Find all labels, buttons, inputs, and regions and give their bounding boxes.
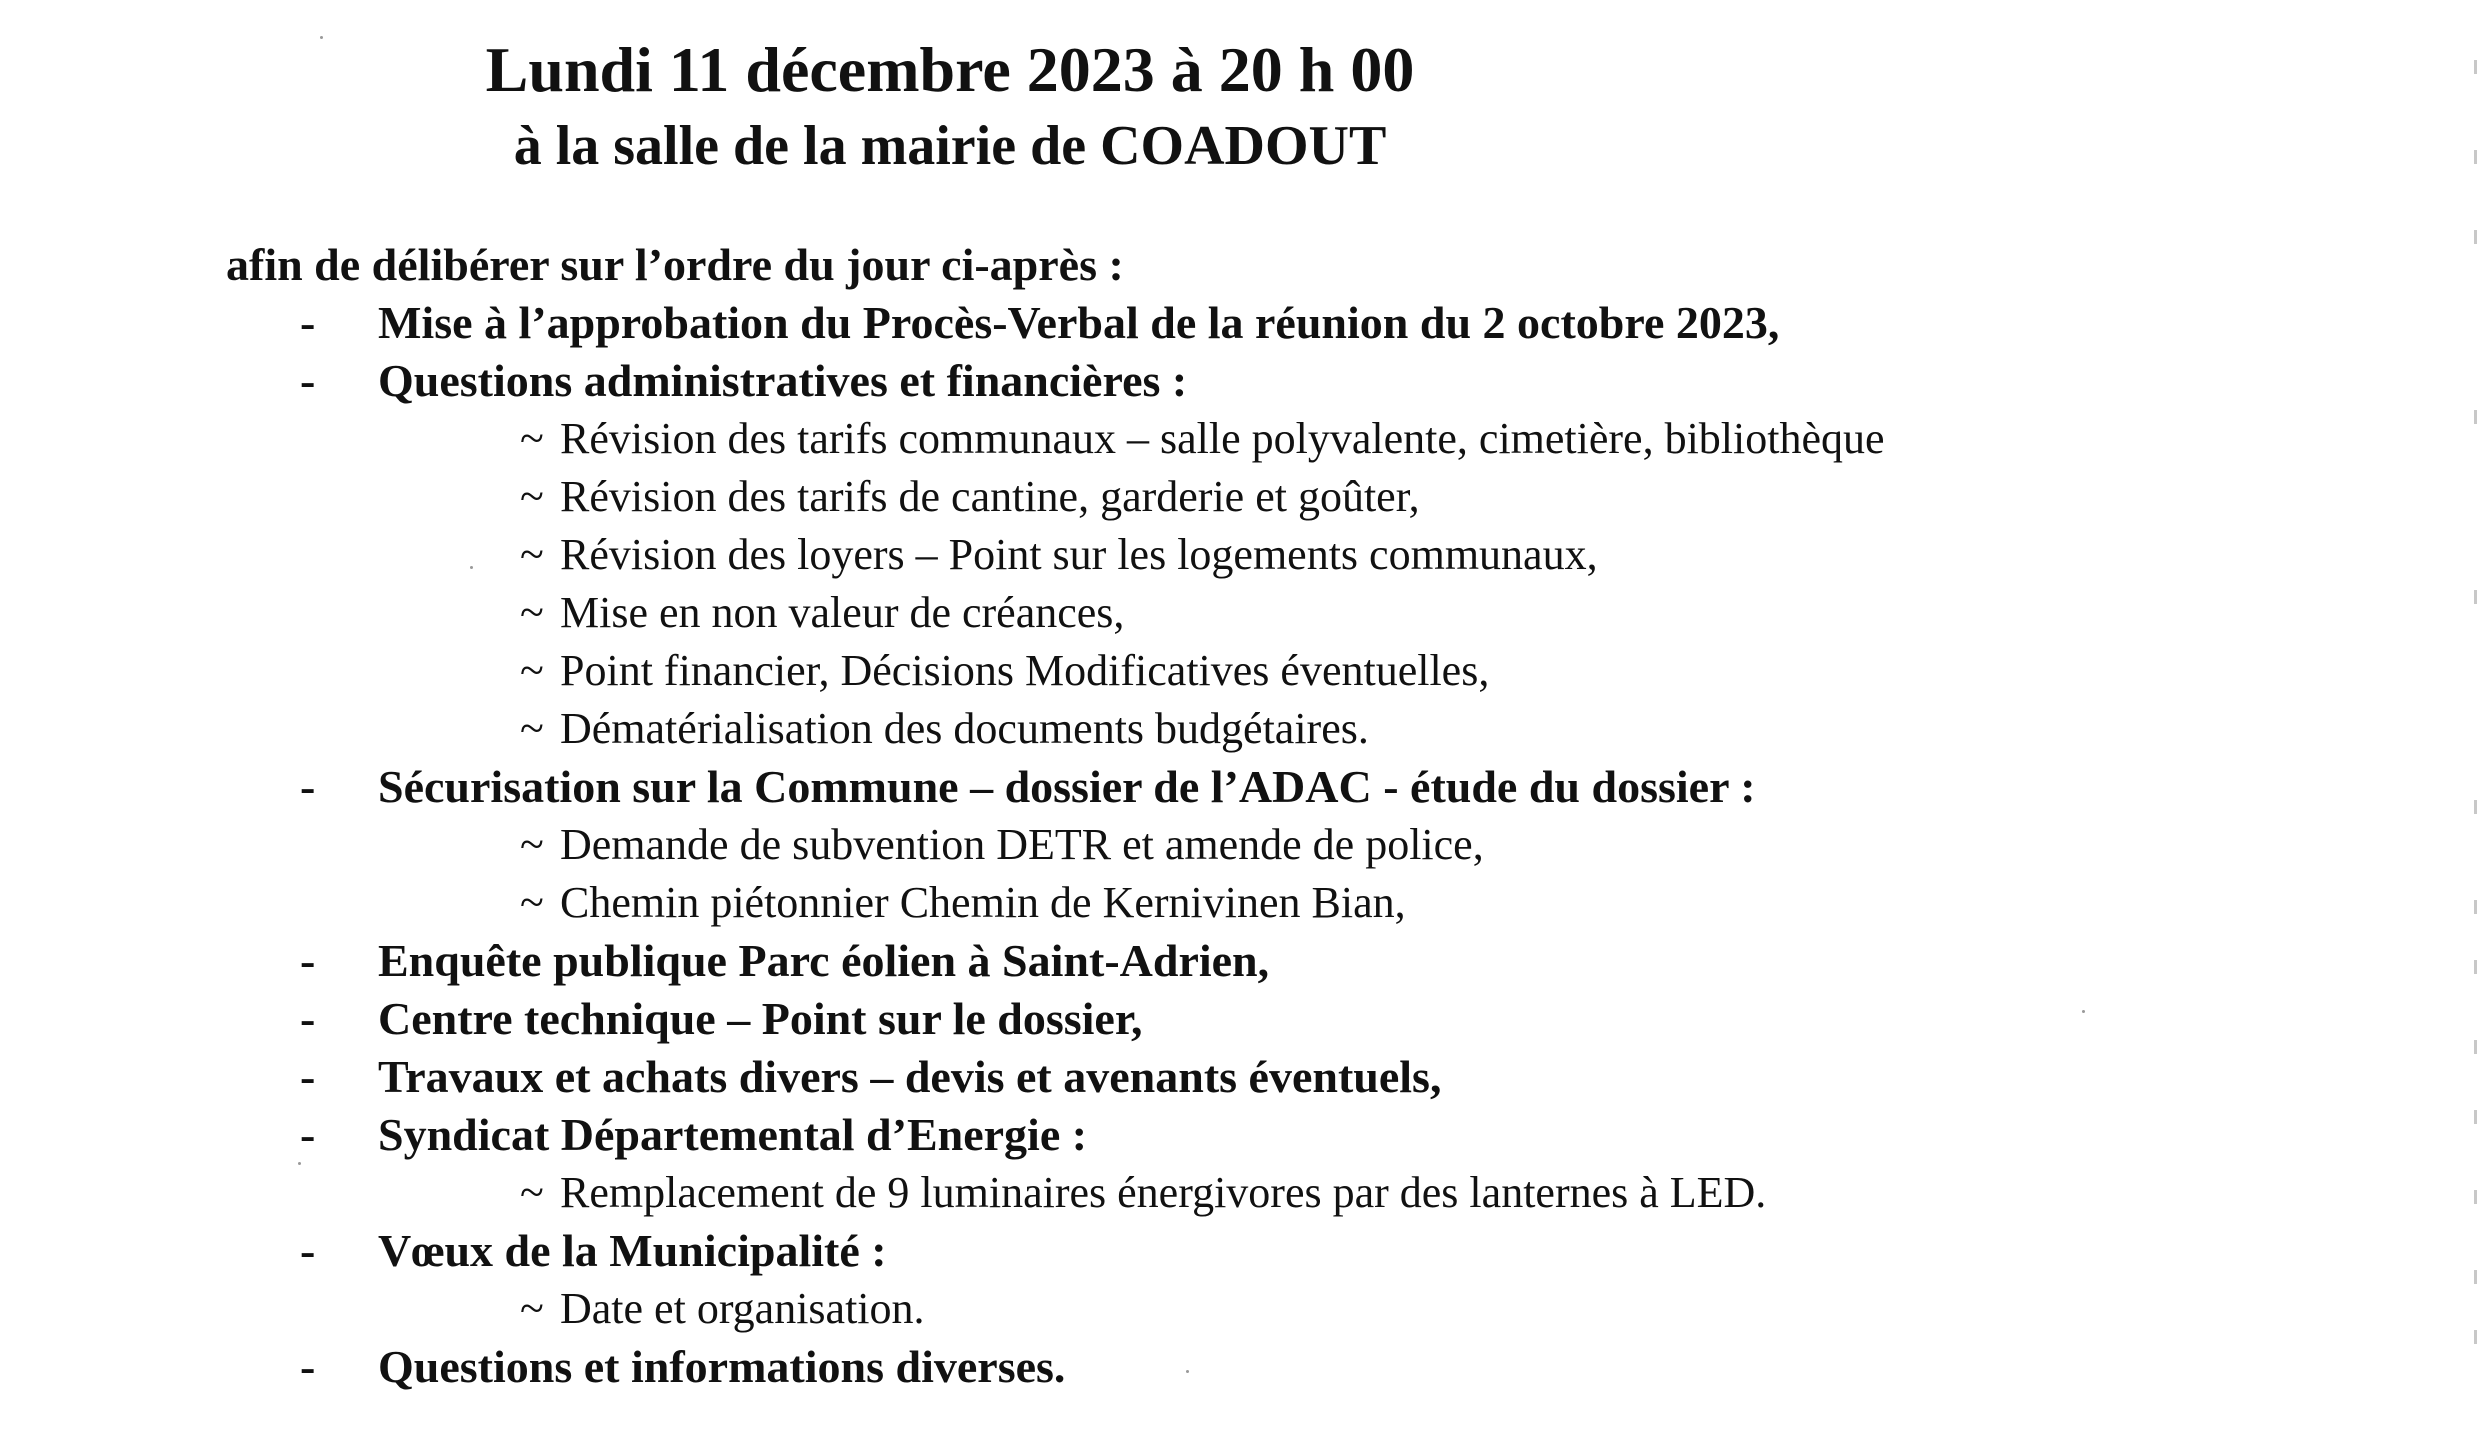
agenda-item-label: Centre technique – Point sur le dossier,	[378, 993, 1143, 1044]
bullet-tilde: ~	[520, 878, 544, 927]
agenda-subitem	[0, 700, 2400, 758]
agenda-subitem-label: Chemin piétonnier Chemin de Kernivinen Bian,	[560, 878, 1406, 927]
agenda-subitem-label: Révision des loyers – Point sur les logements communaux,	[560, 530, 1598, 579]
agenda-item	[0, 1106, 2400, 1164]
agenda-item-label: Syndicat Départemental d’Energie :	[378, 1109, 1088, 1160]
meeting-date-heading: Lundi 11 décembre 2023 à 20 h 00	[485, 34, 1415, 105]
bullet-dash: -	[300, 993, 316, 1044]
agenda-subitem	[0, 468, 2400, 526]
bullet-tilde: ~	[520, 1284, 544, 1333]
scan-speck	[2082, 1010, 2085, 1013]
agenda-subitem-label: Révision des tarifs communaux – salle polyvalente, cimetière, bibliothèque	[560, 414, 1885, 463]
bullet-tilde: ~	[520, 588, 544, 637]
agenda-item-label: Vœux de la Municipalité :	[378, 1225, 887, 1276]
agenda-subitem-label: Point financier, Décisions Modificatives éventuelles,	[560, 646, 1490, 695]
agenda-item-label: Mise à l’approbation du Procès-Verbal de la réunion du 2 octobre 2023,	[378, 297, 1780, 348]
agenda-subitem	[0, 642, 2400, 700]
agenda-subitem	[0, 1164, 2400, 1222]
agenda-subitem	[0, 526, 2400, 584]
scan-speck	[470, 566, 473, 569]
bullet-tilde: ~	[520, 646, 544, 695]
agenda-item	[0, 758, 2400, 816]
agenda-subitem	[0, 874, 2400, 932]
bullet-tilde: ~	[520, 820, 544, 869]
agenda-subitem	[0, 1280, 2400, 1338]
agenda-item	[0, 932, 2400, 990]
meeting-place-heading: à la salle de la mairie de COADOUT	[513, 115, 1387, 177]
bullet-tilde: ~	[520, 472, 544, 521]
agenda-item-label: Questions administratives et financières :	[378, 355, 1188, 406]
agenda-item	[0, 990, 2400, 1048]
bullet-dash: -	[300, 1109, 316, 1160]
bullet-dash: -	[300, 355, 316, 406]
bullet-tilde: ~	[520, 530, 544, 579]
agenda-item	[0, 1048, 2400, 1106]
agenda-subitem	[0, 816, 2400, 874]
agenda-subitem-label: Demande de subvention DETR et amende de police,	[560, 820, 1484, 869]
bullet-tilde: ~	[520, 1168, 544, 1217]
bullet-dash: -	[300, 1225, 316, 1276]
agenda-item	[0, 294, 2400, 352]
agenda-item	[0, 352, 2400, 410]
agenda-subitem-label: Date et organisation.	[560, 1284, 925, 1333]
bullet-dash: -	[300, 1341, 316, 1392]
agenda-subitem	[0, 410, 2400, 468]
agenda-subitem-label: Remplacement de 9 luminaires énergivores par des lanternes à LED.	[560, 1168, 1767, 1217]
scan-speck	[298, 1162, 301, 1165]
agenda-list	[0, 294, 2400, 1396]
agenda-item	[0, 1222, 2400, 1280]
agenda-item	[0, 1338, 2400, 1396]
bullet-dash: -	[300, 297, 316, 348]
agenda-intro: afin de délibérer sur l’ordre du jour ci-après :	[226, 239, 1124, 290]
bullet-dash: -	[300, 761, 316, 812]
agenda-subitem-label: Mise en non valeur de créances,	[560, 588, 1125, 637]
agenda-item-label: Enquête publique Parc éolien à Saint-Adrien,	[378, 935, 1270, 986]
bullet-tilde: ~	[520, 414, 544, 463]
scan-speck	[1186, 1370, 1189, 1373]
agenda-subitem-label: Dématérialisation des documents budgétaires.	[560, 704, 1369, 753]
agenda-item-label: Questions et informations diverses.	[378, 1341, 1066, 1392]
agenda-item-label: Sécurisation sur la Commune – dossier de l’ADAC - étude du dossier :	[378, 761, 1756, 812]
bullet-dash: -	[300, 1051, 316, 1102]
agenda-subitem	[0, 584, 2400, 642]
agenda-subitem-label: Révision des tarifs de cantine, garderie et goûter,	[560, 472, 1420, 521]
scan-speck	[320, 36, 323, 39]
agenda-item-label: Travaux et achats divers – devis et avenants éventuels,	[378, 1051, 1442, 1102]
bullet-dash: -	[300, 935, 316, 986]
scan-edge-marks	[2474, 0, 2480, 1432]
bullet-tilde: ~	[520, 704, 544, 753]
